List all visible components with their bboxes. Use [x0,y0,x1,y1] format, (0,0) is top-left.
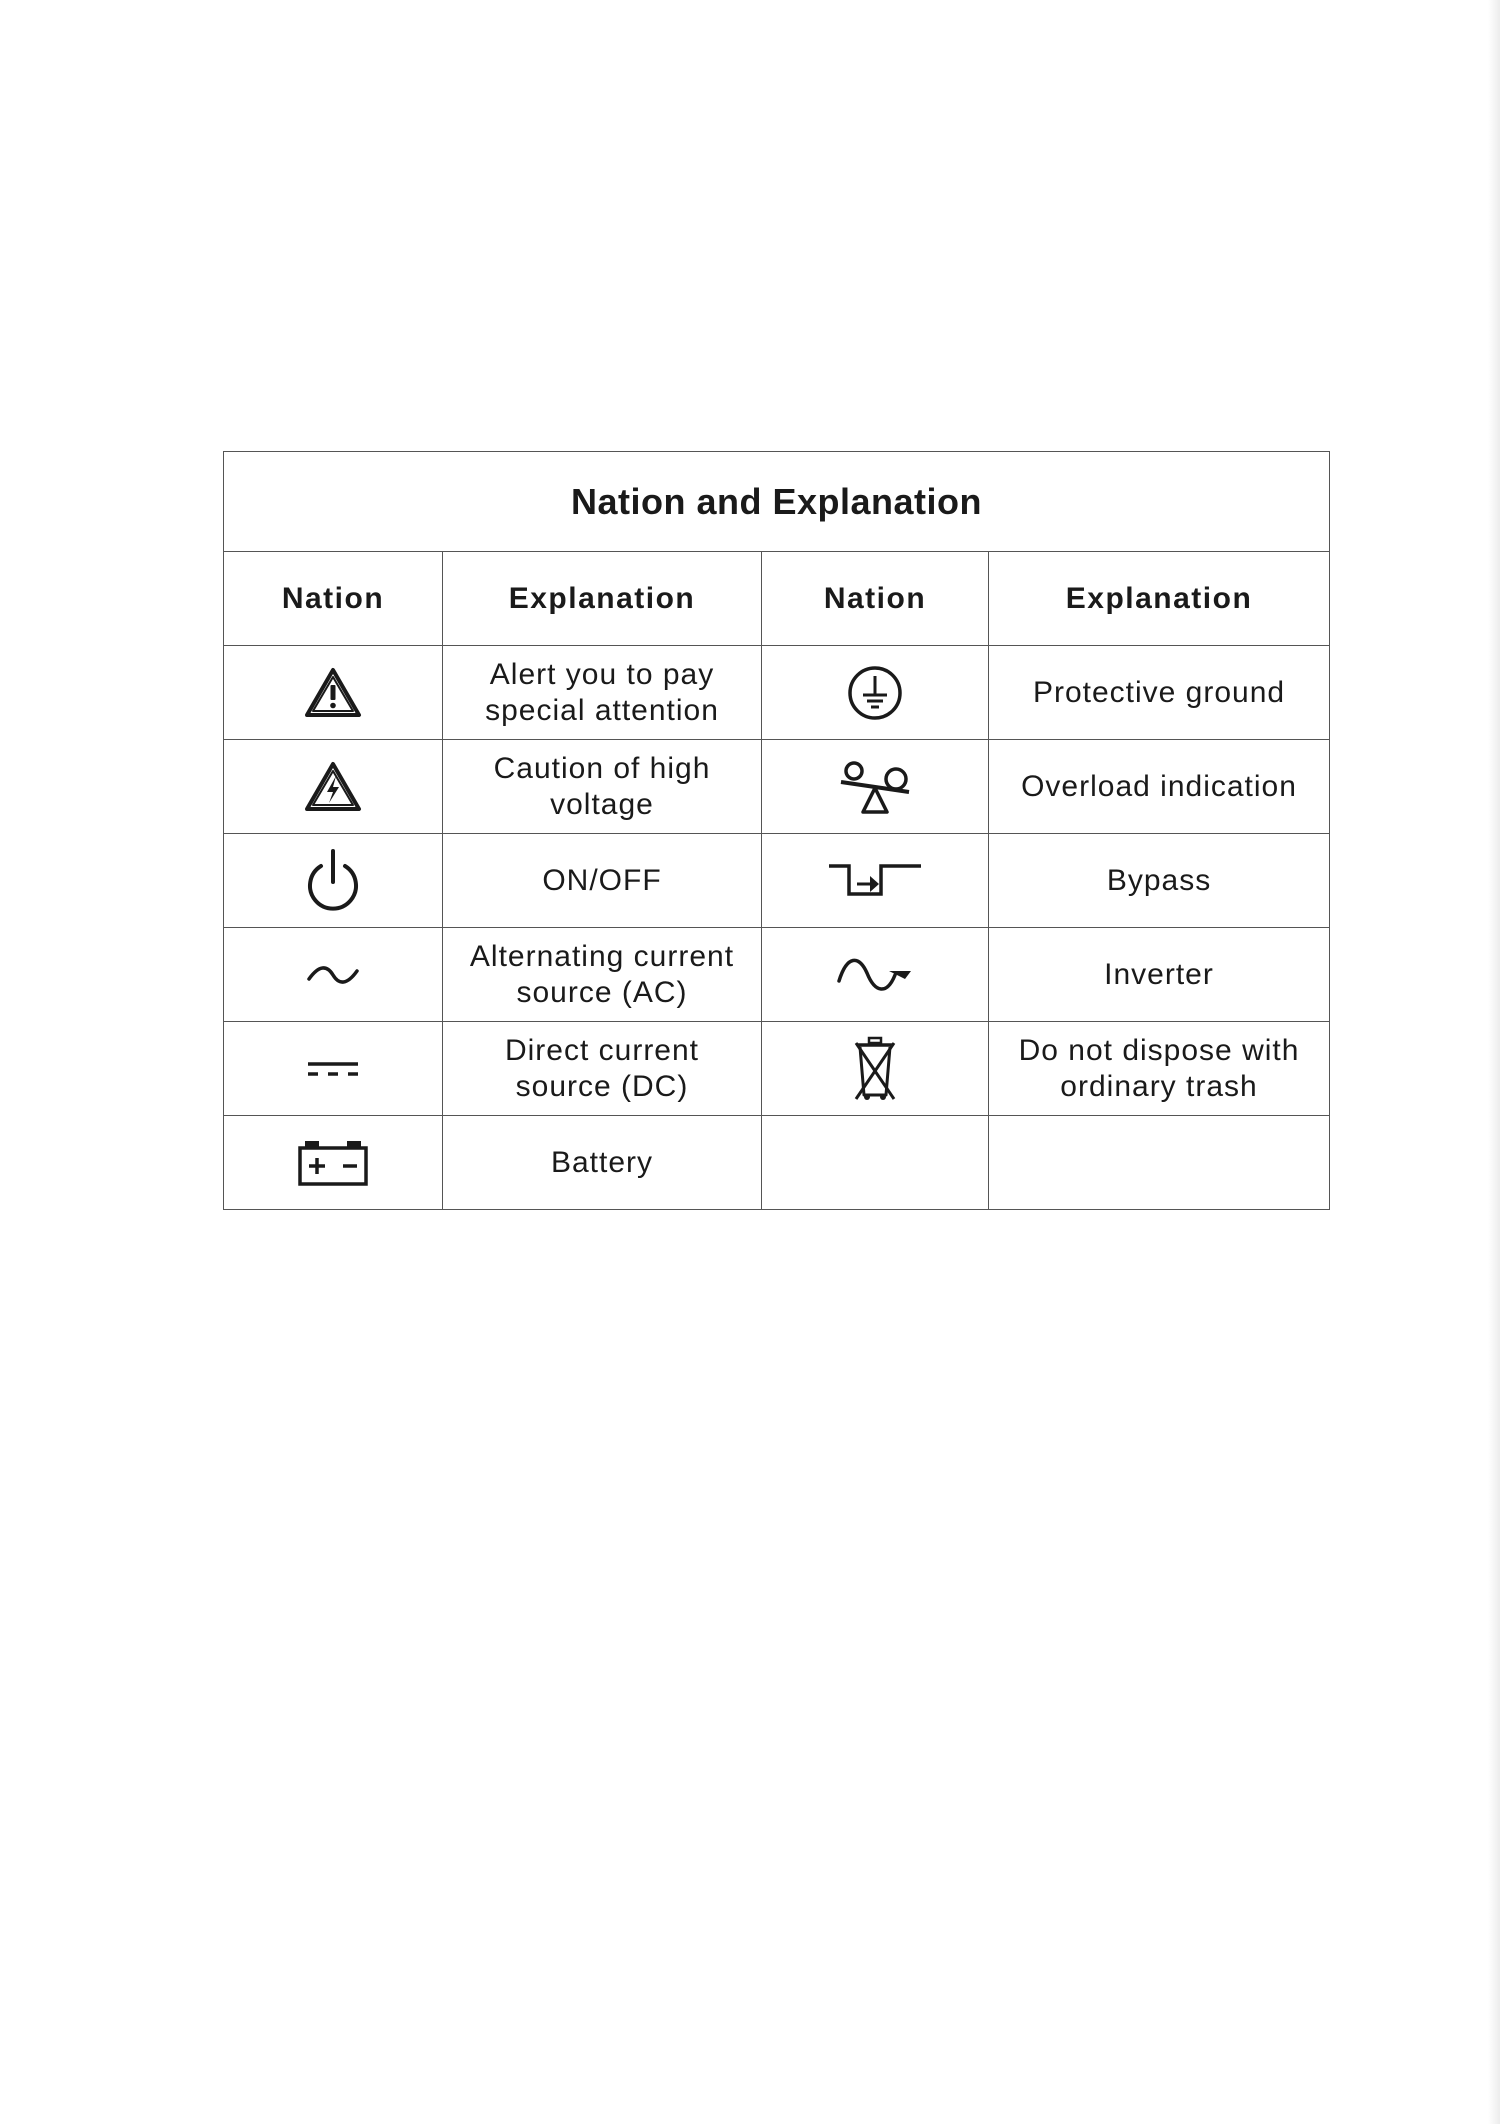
explanation-bypass: Bypass [989,834,1330,928]
power-onoff-icon [224,834,443,928]
header-nation-left: Nation [224,552,443,646]
symbol-table [223,451,1330,1210]
explanation-high-voltage: Caution of high voltage [443,740,762,834]
table-row [224,740,1330,834]
header-row [224,552,1330,646]
warning-exclamation-icon [224,646,443,740]
table-row [224,834,1330,928]
empty-explanation-cell [989,1116,1330,1210]
trash-bin-crossed-icon [762,1022,989,1116]
explanation-onoff: ON/OFF [443,834,762,928]
inverter-icon [762,928,989,1022]
table-row [224,928,1330,1022]
bypass-icon [762,834,989,928]
explanation-ac: Alternating current source (AC) [443,928,762,1022]
explanation-inverter: Inverter [989,928,1330,1022]
header-explanation-right: Explanation [989,552,1330,646]
header-nation-right: Nation [762,552,989,646]
header-explanation-left: Explanation [443,552,762,646]
table-row [224,1116,1330,1210]
explanation-dc: Direct current source (DC) [443,1022,762,1116]
protective-ground-icon [762,646,989,740]
table-title: Nation and Explanation [224,452,1330,552]
explanation-protective-ground: Protective ground [989,646,1330,740]
ac-wave-icon [224,928,443,1022]
battery-icon [224,1116,443,1210]
explanation-alert: Alert you to pay special attention [443,646,762,740]
dc-current-icon [224,1022,443,1116]
empty-nation-cell [762,1116,989,1210]
explanation-battery: Battery [443,1116,762,1210]
explanation-trash: Do not dispose with ordinary trash [989,1022,1330,1116]
table-row [224,1022,1330,1116]
explanation-overload: Overload indication [989,740,1330,834]
page-edge-shadow [1488,0,1500,2124]
overload-icon [762,740,989,834]
table-row [224,646,1330,740]
high-voltage-icon [224,740,443,834]
